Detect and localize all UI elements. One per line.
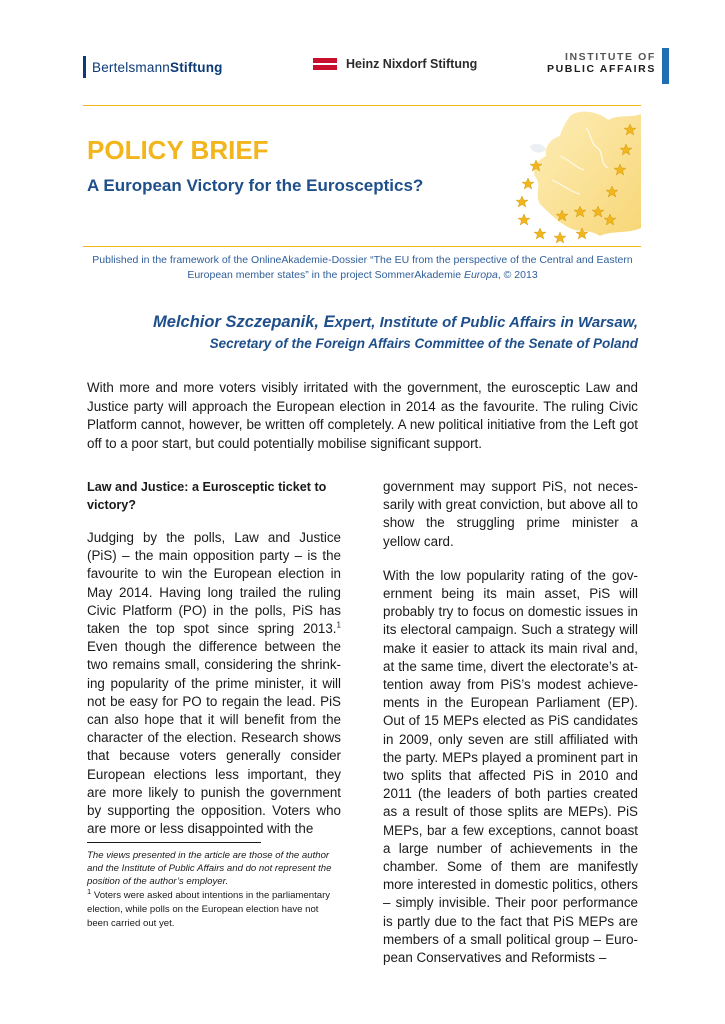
footnotes — [87, 849, 341, 931]
footnote-1-text: Voters were asked about intentions in the parliamentary election, while polls on the European election have not been carried out yet. — [87, 890, 331, 929]
publication-note-italic: Europa — [463, 269, 498, 281]
publication-note-text: Published in the framework of the OnlineAkademie-Dossier “The EU from the perspective of the Central and Eastern European member states” in the project SommerAkademie — [92, 254, 633, 281]
left-paragraph-text-2: Even though the difference between the two remains small, considering the shrink-ing popularity of the prime minister, it will not be easy for PO to regain the lead. PiS can also hope that it will benefit from the character of the election. Research shows that because voters generally consider European elections less important, they are more likely to punish the government by supporting the opposition. Voters who are more or less disappointed with the — [87, 639, 341, 837]
author-block — [87, 312, 638, 355]
right-paragraph-1: government may support PiS, not neces-sarily with great conviction, but above all to show the struggling prime minister a yellow card. — [383, 479, 638, 549]
logo-ipa-line2: PUBLIC AFFAIRS — [547, 63, 656, 75]
footnote-disclaimer: The views presented in the article are those of the author and the Institute of Public Affairs and do not represent the position of the author’s employer. — [87, 850, 332, 887]
page-subtitle: A European Victory for the Eurosceptics? — [87, 176, 424, 195]
publication-note — [90, 253, 635, 283]
page-title: POLICY BRIEF — [87, 135, 269, 165]
bertelsmann-stiftung-logo — [83, 55, 223, 79]
publication-note-copyright: , © 2013 — [497, 269, 538, 281]
author-name: Melchior Szczepanik, E — [153, 313, 335, 331]
right-paragraph-2: With the low popularity rating of the gov-ernment being its main asset, PiS will probably try to focus on domestic issues in its electoral campaign. Such a strategy will make it easier to attack its main rival and, at the same time, divert the electorate’s at-tention away from PiS’s modest achieve-ments in the European Parliament (EP). Out of 15 MEPs elected as PiS candidates in 2009, only seven are still affiliated with the party. MEPs played a prominent part in two splits that affected PiS in 2010 and 2011 (the leaders of both parties created as a result of those splits are MEPs). PiS MEPs, bar a few exceptions, cannot boast a large number of achievements in the chamber. Some of them are manifestly more interested in domestic politics, others – simply invisible. Their poor performance is partly due to the fact that PiS MEPs are members of a small political group – Euro-pean Conservatives and Reformists – — [383, 567, 638, 966]
left-column — [87, 478, 341, 838]
footnote-1-marker: 1 — [87, 886, 92, 896]
author-role-line2: Secretary of the Foreign Affairs Committee of the Senate of Poland — [209, 336, 638, 351]
left-paragraph — [87, 529, 341, 838]
institute-of-public-affairs-logo — [547, 48, 669, 84]
heinz-nixdorf-stiftung-logo — [313, 57, 477, 71]
section-heading: Law and Justice: a Eurosceptic ticket to victory? — [87, 480, 327, 512]
footnote-1 — [87, 886, 341, 931]
logo-nixdorf-text: Heinz Nixdorf Stiftung — [346, 57, 478, 71]
logo-bertelsmann-part1: Bertelsmann — [92, 59, 170, 75]
intro-paragraph: With more and more voters visibly irritated with the government, the eurosceptic Law and Justice party will approach the European election in 2014 as the favourite. The ruling Civic Platform cannot, however, be written off completely. A new political initiative from the Left got off to a poor start, but could potentially mobilise significant support. — [87, 380, 638, 451]
logo-bar — [83, 56, 86, 78]
footnote-ref-1: 1 — [336, 620, 341, 630]
footnote-divider — [87, 842, 261, 843]
europe-stars-graphic — [500, 108, 641, 248]
title-divider — [83, 246, 641, 247]
logo-ipa-line1: INSTITUTE OF — [564, 51, 656, 63]
nixdorf-flag-icon — [313, 58, 337, 70]
author-role-line1: xpert, Institute of Public Affairs in Warsaw, — [334, 314, 638, 331]
right-column — [383, 478, 638, 967]
top-divider — [83, 105, 641, 106]
left-paragraph-text-1: Judging by the polls, Law and Justice (PiS) – the main opposition party – is the favourite to win the European election in May 2014. Having long trailed the ruling Civic Platform (PO) in the polls, PiS has taken the top spot since spring 2013. — [87, 530, 341, 637]
logo-bertelsmann-part2: Stiftung — [170, 59, 223, 75]
ipa-bar — [662, 48, 669, 84]
